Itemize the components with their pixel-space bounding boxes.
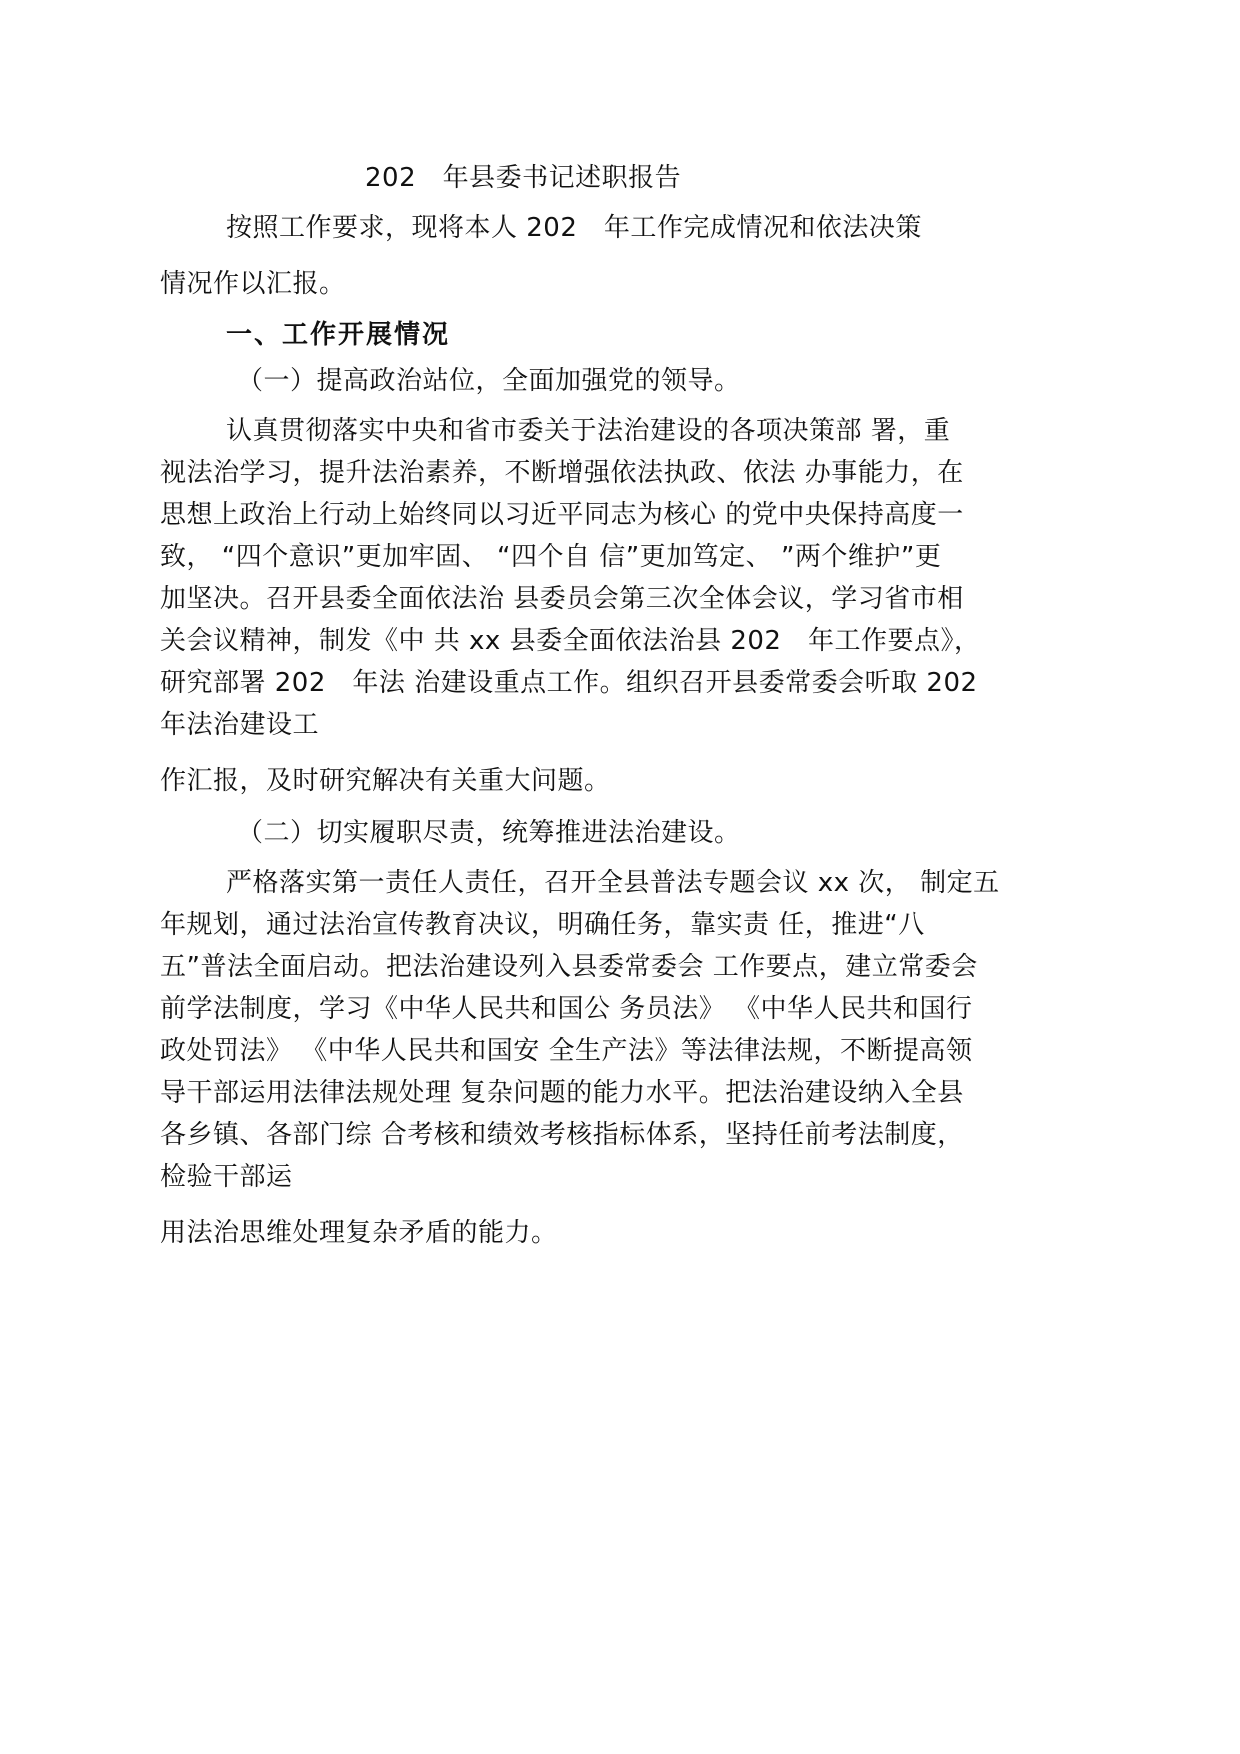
- paragraph-line: 关会议精神，制发《中 共 xx 县委全面依法治县 202 年工作要点》，: [160, 626, 981, 656]
- paragraph-line: 研究部署 202 年法 治建设重点工作。组织召开县委常委会听取 202: [160, 668, 978, 698]
- intro-line: 情况作以汇报。: [160, 269, 346, 299]
- intro-line: 按照工作要求，现将本人 202 年工作完成情况和依法决策: [226, 213, 922, 243]
- paragraph-line: 视法治学习，提升法治素养，不断增强依法执政、依法 办事能力，在: [160, 458, 964, 488]
- paragraph-line: 作汇报，及时研究解决有关重大问题。: [160, 766, 611, 796]
- paragraph-line: 认真贯彻落实中央和省市委关于法治建设的各项决策部 署，重: [226, 416, 951, 446]
- document-title: 202 年县委书记述职报告: [365, 163, 682, 193]
- paragraph-line: 年规划，通过法治宣传教育决议，明确任务，靠实责 任，推进“八: [160, 910, 925, 940]
- paragraph-line: 检验干部运: [160, 1162, 293, 1192]
- paragraph-line: 思想上政治上行动上始终同以习近平同志为核心 的党中央保持高度一: [160, 500, 964, 530]
- paragraph-line: 导干部运用法律法规处理 复杂问题的能力水平。把法治建设纳入全县: [160, 1078, 964, 1108]
- paragraph-line: 前学法制度，学习《中华人民共和国公 务员法》 《中华人民共和国行: [160, 994, 973, 1024]
- paragraph-line: 用法治思维处理复杂矛盾的能力。: [160, 1218, 558, 1248]
- paragraph-line: 年法治建设工: [160, 710, 320, 740]
- subsection-heading: （一）提高政治站位，全面加强党的领导。: [237, 366, 741, 396]
- paragraph-line: 致， “四个意识”更加牢固、 “四个自 信”更加笃定、 ”两个维护”更: [160, 542, 942, 572]
- paragraph-line: 五”普法全面启动。把法治建设列入县委常委会 工作要点，建立常委会: [160, 952, 978, 982]
- paragraph-line: 加坚决。召开县委全面依法治 县委员会第三次全体会议，学习省市相: [160, 584, 964, 614]
- paragraph-line: 政处罚法》 《中华人民共和国安 全生产法》等法律法规，不断提高领: [160, 1036, 973, 1066]
- paragraph-line: 严格落实第一责任人责任，召开全县普法专题会议 xx 次， 制定五: [226, 868, 1000, 898]
- subsection-heading: （二）切实履职尽责，统筹推进法治建设。: [237, 818, 741, 848]
- section-heading: 一、工作开展情况: [226, 320, 451, 350]
- paragraph-line: 各乡镇、各部门综 合考核和绩效考核指标体系，坚持任前考法制度，: [160, 1120, 964, 1150]
